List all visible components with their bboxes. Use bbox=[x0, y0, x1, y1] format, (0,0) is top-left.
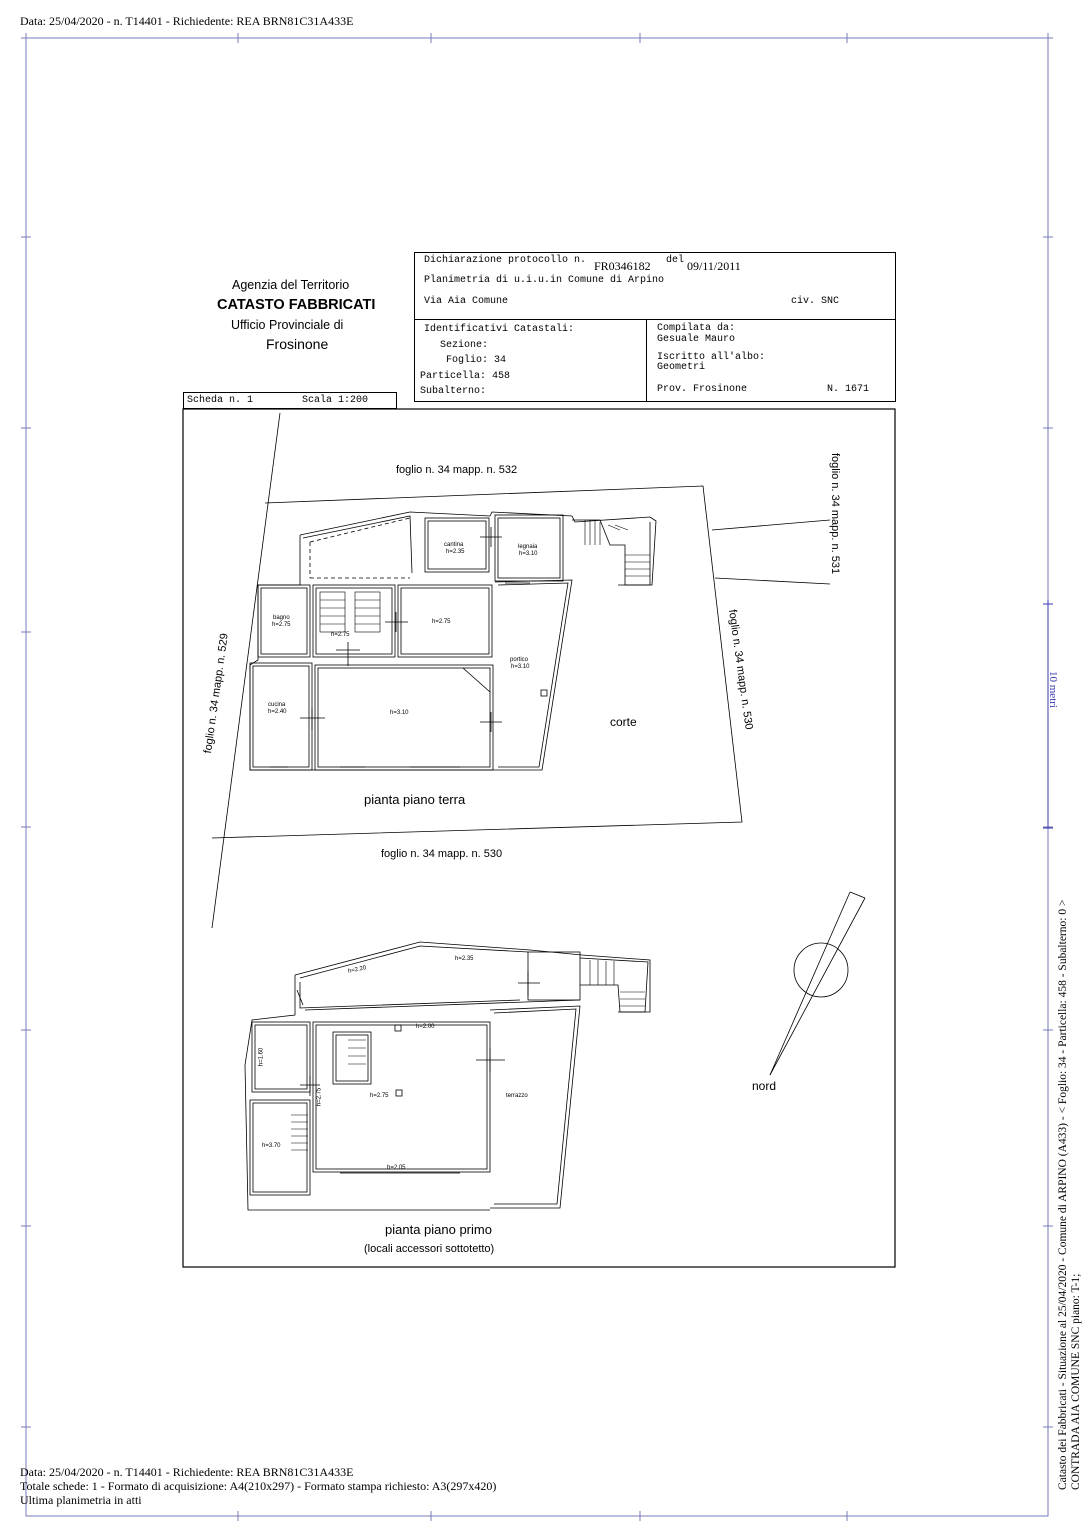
top-stamp: Data: 25/04/2020 - n. T14401 - Richiedente: REA BRN81C31A433E bbox=[20, 14, 354, 28]
ff-height-4: h=1.60 bbox=[258, 1047, 265, 1067]
del-label: del bbox=[666, 255, 685, 266]
room-stair-height: h=2.75 bbox=[331, 632, 350, 638]
first-floor-subtitle: (locali accessori sottotetto) bbox=[364, 1243, 495, 1255]
albo-label: Iscritto all'albo: bbox=[657, 352, 766, 363]
footer-line1: Data: 25/04/2020 - n. T14401 - Richiedente: REA BRN81C31A433E bbox=[20, 1465, 354, 1479]
neighbor-529: foglio n. 34 mapp. n. 529 bbox=[202, 632, 231, 755]
protocol-number: FR0346182 bbox=[594, 259, 651, 273]
neighbor-530-east: foglio n. 34 mapp. n. 530 bbox=[726, 608, 755, 731]
room-portico: portico bbox=[510, 657, 529, 663]
compiler-label: Compilata da: bbox=[657, 323, 736, 334]
scheda-label: Scheda n. 1 bbox=[187, 395, 254, 406]
room-legnaia: legnaia bbox=[518, 544, 538, 550]
room-legnaia-height: h=3.10 bbox=[519, 551, 538, 557]
agency-line4: Frosinone bbox=[266, 336, 329, 352]
sezione-text: Sezione: bbox=[440, 340, 489, 351]
foglio-text: Foglio: 34 bbox=[446, 355, 507, 366]
ff-height-8: h=2.05 bbox=[387, 1165, 406, 1171]
prov-text: Prov. Frosinone bbox=[657, 384, 748, 395]
declaration-date: 09/11/2011 bbox=[687, 259, 741, 273]
room-height-275: h=2.75 bbox=[432, 619, 451, 625]
room-cantina: cantina bbox=[444, 542, 464, 548]
ff-height-2: h=2.35 bbox=[455, 956, 474, 962]
side-text-1: Catasto dei Fabbricati - Situazione al 25/04/2020 - Comune di ARPINO (A433) - < Foglio: 34 - Particella: 458 - Subalterno: 0 > bbox=[1057, 899, 1069, 1490]
room-main-height: h=3.10 bbox=[390, 710, 409, 716]
agency-line1: Agenzia del Territorio bbox=[232, 278, 350, 292]
footer-line3: Ultima planimetria in atti bbox=[20, 1493, 142, 1507]
planimetria-text: Planimetria di u.i.u.in Comune di Arpino bbox=[424, 275, 665, 286]
identifiers-title: Identificativi Catastali: bbox=[424, 324, 575, 335]
address-text: Via Aia Comune bbox=[424, 296, 509, 307]
agency-line3: Ufficio Provinciale di bbox=[231, 318, 344, 332]
first-floor-title: pianta piano primo bbox=[385, 1222, 492, 1237]
scale-label: Scala 1:200 bbox=[302, 395, 369, 406]
ff-height-6: h=2.75 bbox=[370, 1093, 389, 1099]
ff-height-5: h=2.75 bbox=[316, 1087, 323, 1107]
compiler-name: Gesuale Mauro bbox=[657, 334, 736, 345]
neighbor-530-south: foglio n. 34 mapp. n. 530 bbox=[381, 848, 503, 860]
room-cucina: cucina bbox=[268, 702, 286, 708]
neighbor-531: foglio n. 34 mapp. n. 531 bbox=[829, 453, 841, 575]
room-cucina-height: h=2.40 bbox=[268, 709, 287, 715]
corte-label: corte bbox=[610, 715, 637, 729]
ff-height-1: h=2.20 bbox=[347, 965, 367, 975]
ff-height-7: h=3.70 bbox=[262, 1143, 281, 1149]
room-bagno-height: h=2.75 bbox=[272, 622, 291, 628]
declaration-vdivider bbox=[646, 319, 647, 402]
ff-height-3: h=2.00 bbox=[416, 1024, 435, 1030]
subalterno-text: Subalterno: bbox=[420, 386, 487, 397]
protocol-label: Dichiarazione protocollo n. bbox=[424, 255, 587, 266]
scale-bar-label: 10 metri bbox=[1047, 671, 1059, 708]
footer-line2: Totale schede: 1 - Formato di acquisizione: A4(210x297) - Formato stampa richiesto: A3(297x420) bbox=[20, 1479, 497, 1493]
particella-text: Particella: 458 bbox=[420, 371, 511, 382]
agency-line2: CATASTO FABBRICATI bbox=[217, 297, 376, 313]
room-bagno: bagno bbox=[273, 615, 290, 621]
north-label: nord bbox=[752, 1079, 777, 1093]
room-cantina-height: h=2.35 bbox=[446, 549, 465, 555]
neighbor-532: foglio n. 34 mapp. n. 532 bbox=[396, 464, 518, 476]
room-portico-height: h=3.10 bbox=[511, 664, 530, 670]
ground-floor-title: pianta piano terra bbox=[364, 792, 466, 807]
room-terrazzo: terrazzo bbox=[506, 1093, 528, 1099]
albo-number: N. 1671 bbox=[827, 384, 870, 395]
side-text-2: CONTRADA AIA COMUNE SNC piano: T-1; bbox=[1070, 1273, 1082, 1490]
declaration-divider bbox=[414, 319, 896, 320]
civ-text: civ. SNC bbox=[791, 296, 840, 307]
albo-value: Geometri bbox=[657, 362, 706, 373]
